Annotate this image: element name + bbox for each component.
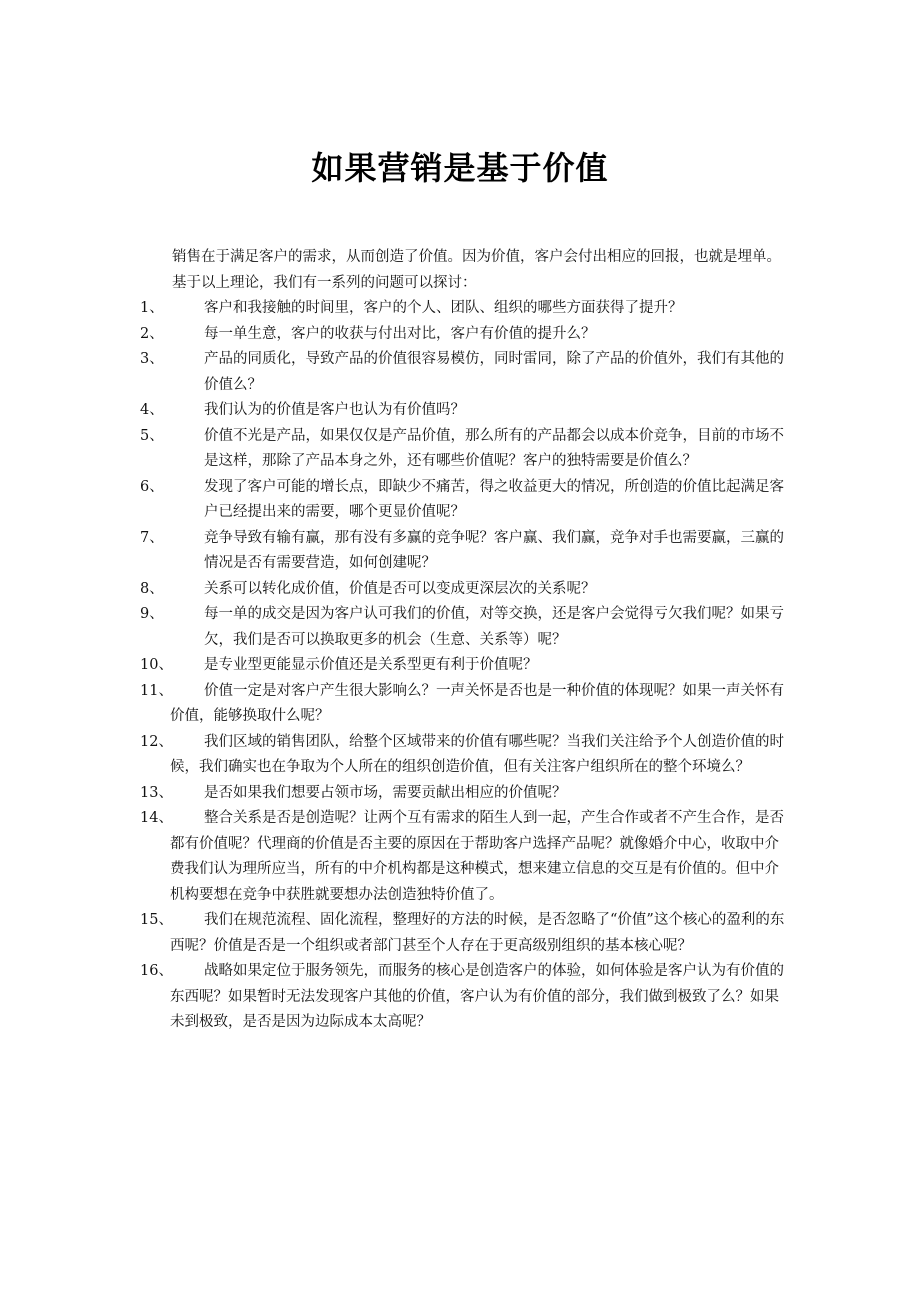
list-item	[140, 398, 785, 424]
list-item	[140, 781, 785, 807]
list-item-text: 价值一定是对客户产生很大影响么？一声关怀是否也是一种价值的体现呢？如果一声关怀有价值，能够换取什么呢？	[170, 682, 784, 724]
list-item-text: 是否如果我们想要占领市场，需要贡献出相应的价值呢？	[204, 784, 567, 801]
list-item-number: 10、	[140, 657, 173, 673]
list-item-text: 产品的同质化，导致产品的价值很容易模仿，同时雷同，除了产品的价值外，我们有其他的价值么？	[204, 351, 784, 393]
list-item	[140, 959, 785, 1036]
list-item-number: 6、	[140, 478, 164, 495]
list-item-text: 我们认为的价值是客户也认为有价值吗？	[204, 402, 465, 418]
list-item-number: 8、	[140, 580, 164, 597]
list-item-text: 客户和我接触的时间里，客户的个人、团队、组织的哪些方面获得了提升？	[204, 300, 683, 316]
list-item	[140, 679, 785, 730]
list-item-number: 16、	[140, 963, 173, 979]
list-item-text: 关系可以转化成价值，价值是否可以变成更深层次的关系呢？	[204, 580, 596, 597]
list-item-number: 7、	[140, 529, 164, 546]
list-item	[140, 602, 785, 653]
list-item	[140, 322, 785, 348]
question-list	[140, 296, 785, 1036]
list-item-number: 1、	[140, 300, 164, 316]
list-item-number: 5、	[140, 427, 164, 444]
list-item-number: 9、	[140, 606, 164, 622]
list-item-text: 我们在规范流程、固化流程，整理好的方法的时候，是否忽略了“价值”这个核心的盈利的东西呢？价值是否是一个组织或者部门甚至个人存在于更高级别组织的基本核心呢？	[170, 912, 785, 954]
list-item-text: 竞争导致有输有赢，那有没有多赢的竞争呢？客户赢、我们赢，竞争对手也需要赢，三赢的情况是否有需要营造，如何创建呢？	[204, 529, 784, 571]
list-item-text: 每一单生意，客户的收获与付出对比，客户有价值的提升么？	[204, 325, 596, 342]
list-item	[140, 806, 785, 908]
list-item-number: 4、	[140, 402, 164, 418]
list-item	[140, 653, 785, 679]
list-item-number: 2、	[140, 325, 164, 342]
list-item-number: 14、	[140, 810, 173, 826]
list-item-text: 价值不光是产品，如果仅仅是产品价值，那么所有的产品都会以成本价竞争，目前的市场不是这样，那除了产品本身之外，还有哪些价值呢？客户的独特需要是价值么？	[204, 427, 784, 469]
document-body	[140, 245, 785, 1036]
list-item-number: 3、	[140, 351, 164, 367]
list-item-text: 整合关系是否是创造呢？让两个互有需求的陌生人到一起，产生合作或者不产生合作，是否都有价值呢？代理商的价值是否主要的原因在于帮助客户选择产品呢？就像婚介中心，收取中介费我们认为理所应当，所有的中介机构都是这种模式，想来建立信息的交互是有价值的。但中介机构要想在竞争中获胜就要想办法创造独特价值了。	[170, 810, 784, 903]
list-item-text: 是专业型更能显示价值还是关系型更有利于价值呢？	[204, 657, 538, 673]
list-item-number: 11、	[140, 682, 173, 699]
list-item	[140, 577, 785, 603]
list-item-text: 发现了客户可能的增长点，即缺少不痛苦，得之收益更大的情况，所创造的价值比起满足客户已经提出来的需要，哪个更显价值呢？	[204, 478, 784, 520]
list-item-number: 13、	[140, 784, 173, 801]
list-item-text: 战略如果定位于服务领先，而服务的核心是创造客户的体验，如何体验是客户认为有价值的东西呢？如果暂时无法发现客户其他的价值，客户认为有价值的部分，我们做到极致了么？如果未到极致，是否是因为边际成本太高呢？	[170, 963, 784, 1030]
list-item	[140, 526, 785, 577]
list-item	[140, 475, 785, 526]
list-item-number: 12、	[140, 733, 173, 750]
intro-paragraph-2: 基于以上理论，我们有一系列的问题可以探讨：	[172, 274, 477, 291]
list-item	[140, 908, 785, 959]
list-item	[140, 296, 785, 322]
list-item-number: 15、	[140, 912, 173, 928]
intro-paragraph-1: 销售在于满足客户的需求，从而创造了价值。因为价值，客户会付出相应的回报，也就是埋单。	[172, 249, 781, 265]
list-item-text: 每一单的成交是因为客户认可我们的价值，对等交换，还是客户会觉得亏欠我们呢？如果亏欠，我们是否可以换取更多的机会（生意、关系等）呢？	[204, 606, 784, 648]
list-item-text: 我们区域的销售团队，给整个区域带来的价值有哪些呢？当我们关注给予个人创造价值的时候，我们确实也在争取为个人所在的组织创造价值，但有关注客户组织所在的整个环境么？	[170, 733, 784, 775]
list-item	[140, 424, 785, 475]
list-item	[140, 730, 785, 781]
list-item	[140, 347, 785, 398]
page-title: 如果营销是基于价值	[311, 149, 609, 187]
